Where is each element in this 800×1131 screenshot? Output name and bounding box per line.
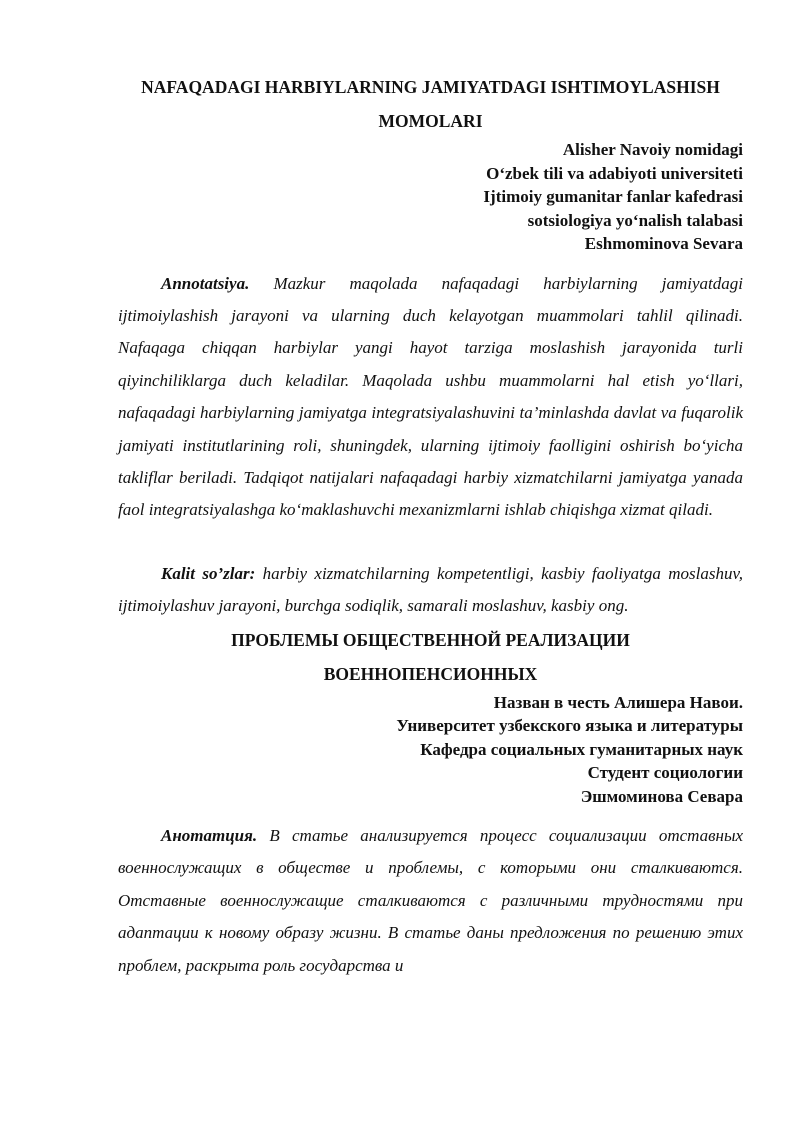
paper-page — [118, 0, 743, 982]
affiliation-line: Университет узбекского языка и литературы — [396, 716, 743, 736]
paper-title-uz-line2: MOMOLARI — [378, 111, 483, 131]
keywords-text-uz: harbiy xizmatchilarning kompetentligi, kasbiy faoliyatga moslashuv, ijtimoiylashuv jarayoni, burchga sodiqlik, samarali moslashuv, kasbiy ong. — [118, 563, 744, 616]
author-name: Eshmominova Sevara — [584, 234, 743, 253]
author-name: Эшмоминова Севара — [580, 786, 743, 806]
abstract-text-ru: В статье анализируется процесс социализации отставных военнослужащих в обществе и проблемы, с которыми они сталкиваются. Отставные военнослужащие сталкиваются с различными трудностями при адаптации к новому образу жизни. В статье даны предложения по решению этих проблем, раскрыта роль государства и — [118, 826, 743, 975]
paper-title-ru-line2: ВОЕННОПЕНСИОННЫХ — [323, 663, 538, 684]
keywords-uz — [118, 558, 743, 623]
abstract-label-uz: Annotatsiya. — [161, 273, 250, 293]
paper-title-ru — [118, 623, 743, 691]
abstract-text-uz: Mazkur maqolada nafaqadagi harbiylarning jamiyatdagi ijtimoiylashish jarayoni va ularning duch kelayotgan muammolari tahlil qilinadi. Nafaqaga chiqqan harbiylar yangi hayot tarziga moslashish jarayonida turli qiyinchiliklarga duch keladilar. Maqolada ushbu muammolarni hal etish yo‘llari, nafaqadagi harbiylarning jamiyatga integratsiyalashuvini ta’minlashda davlat va fuqarolik jamiyati institutlarining roli, shuningdek, ularning ijtimoiy faolligini oshirish bo‘yicha takliflar beriladi. Tadqiqot natijalari nafaqadagi harbiy xizmatchilarni jamiyatga yanada faol integratsiyalashga ko‘maklashuvchi mexanizmlarni ishlab chiqishga xizmat qiladi. — [118, 273, 743, 520]
abstract-ru — [118, 820, 743, 982]
affiliation-line: Кафедра социальных гуманитарных наук — [420, 739, 743, 759]
author-affiliation-uz — [118, 138, 743, 256]
paper-title-uz-line1: NAFAQADAGI HARBIYLARNING JAMIYATDAGI ISHTIMOYLASHISH — [141, 77, 720, 97]
affiliation-line: Ijtimoiy gumanitar fanlar kafedrasi — [483, 187, 743, 206]
affiliation-line: Студент социологии — [587, 763, 743, 783]
paper-title-uz — [118, 70, 743, 138]
keywords-label-uz: Kalit so’zlar: — [161, 563, 256, 583]
abstract-label-ru: Анотатция. — [161, 826, 258, 846]
abstract-uz — [118, 268, 743, 527]
author-affiliation-ru — [118, 691, 743, 809]
affiliation-line: Назван в честь Алишера Навои. — [493, 692, 743, 712]
affiliation-line: sotsiologiya yo‘nalish talabasi — [527, 210, 743, 230]
affiliation-line: O‘zbek tili va adabiyoti universiteti — [486, 163, 743, 183]
affiliation-line: Alisher Navoiy nomidagi — [562, 140, 743, 159]
paper-title-ru-line1: ПРОБЛЕМЫ ОБЩЕСТВЕННОЙ РЕАЛИЗАЦИИ — [231, 629, 630, 650]
